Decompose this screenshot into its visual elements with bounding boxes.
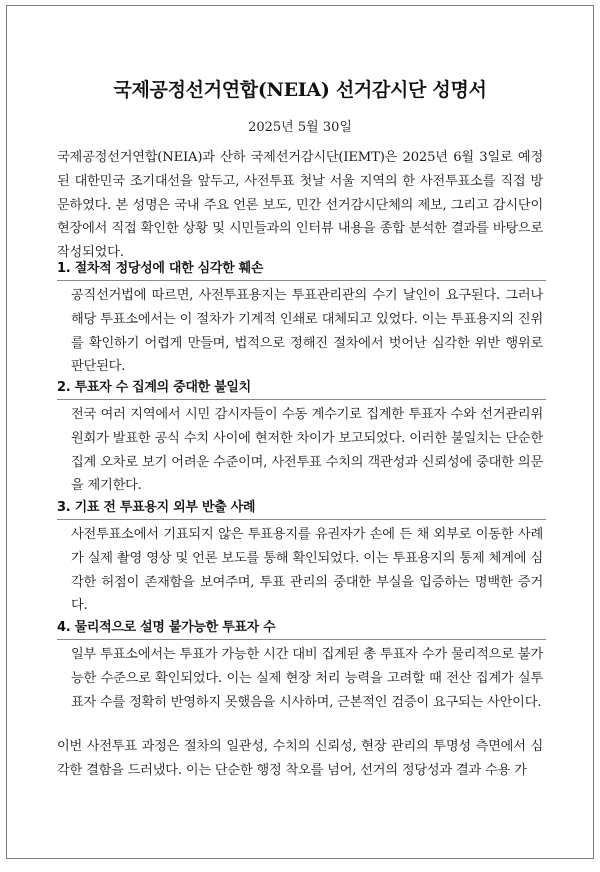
section-body-4: 일부 투표소에서는 투표가 가능한 시간 대비 집계된 총 투표자 수가 물리적으로 불가능한 수준으로 확인되었다. 이는 실제 현장 처리 능력을 고려할 때 전산 집계가 실투표자 수를 정확히 반영하지 못했음을 시사하며, 근본적인 검증이 요구되는 사안이다. — [71, 647, 543, 710]
document-title: 국제공정선거연합(NEIA) 선거감시단 성명서 — [113, 79, 487, 101]
closing-paragraph: 이번 사전투표 과정은 절차의 일관성, 수치의 신뢰성, 현장 관리의 투명성 측면에서 심각한 결함을 드러냈다. 이는 단순한 행정 착오를 넘어, 선거의 정당성과 결과 수용 가 — [57, 739, 543, 778]
section-heading-2: 2. 투표자 수 집계의 중대한 불일치 — [57, 376, 546, 400]
section-body-2: 전국 여러 지역에서 시민 감시자들이 수동 계수기로 집계한 투표자 수와 선거관리위원회가 발표한 공식 수치 사이에 현저한 차이가 보고되었다. 이러한 불일치는 단순한 집계 오차로 보기 어려운 수준이며, 사전투표 수치의 객관성과 신뢰성에 중대한 의문을 제기한다. — [71, 407, 543, 494]
intro-paragraph: 국제공정선거연합(NEIA)과 산하 국제선거감시단(IEMT)은 2025년 6월 3일로 예정된 대한민국 조기대선을 앞두고, 사전투표 첫날 서울 지역의 한 사전투표소를 직접 방문하였다. 본 성명은 국내 주요 언론 보도, 민간 선거감시단체의 제보, 그리고 감시단이 현장에서 직접 확인한 상황 및 시민들과의 인터뷰 내용을 종합 분석한 결과를 바탕으로 작성되었다. — [57, 150, 543, 261]
section-body-1: 공직선거법에 따르면, 사전투표용지는 투표관리관의 수기 날인이 요구된다. 그러나 해당 투표소에서는 이 절차가 기계적 인쇄로 대체되고 있었다. 이는 투표용지의 진위를 확인하기 어렵게 만들며, 법적으로 정해진 절차에서 벗어난 심각한 위반 행위로 판단된다. — [71, 288, 543, 375]
section-heading-3: 3. 기표 전 투표용지 외부 반출 사례 — [57, 496, 546, 520]
document-date: 2025년 5월 30일 — [248, 120, 352, 135]
section-heading-4: 4. 물리적으로 설명 불가능한 투표자 수 — [57, 616, 546, 640]
section-body-3: 사전투표소에서 기표되지 않은 투표용지를 유권자가 손에 든 채 외부로 이동한 사례가 실제 촬영 영상 및 언론 보도를 통해 확인되었다. 이는 투표용지의 통제 체계에 심각한 허점이 존재함을 보여주며, 투표 관리의 중대한 부실을 입증하는 명백한 증거다. — [71, 527, 543, 614]
section-heading-1: 1. 절차적 정당성에 대한 심각한 훼손 — [57, 257, 546, 281]
